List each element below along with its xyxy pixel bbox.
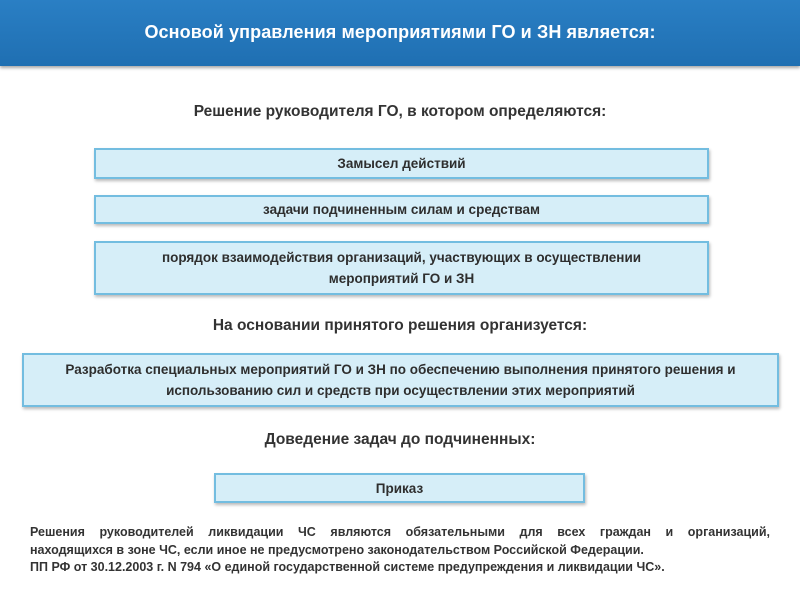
box-tasks-to-forces: задачи подчиненным силам и средствам [94, 195, 709, 224]
organize-heading: На основании принятого решения организуется: [212, 317, 588, 334]
decision-heading: Решение руководителя ГО, в котором определяются: [193, 103, 607, 120]
box-concept-of-actions: Замысел действий [94, 148, 709, 179]
box-order: Приказ [214, 473, 585, 503]
footer-line-3: ПП РФ от 30.12.2003 г. N 794 «О единой государственной системе предупреждения и ликвидации ЧС». [30, 560, 665, 574]
header-bar [0, 0, 800, 66]
footer-line-2: находящихся в зоне ЧС, если иное не предусмотрено законодательством Российской Федерации. [30, 542, 644, 557]
page-title: Основой управления мероприятиями ГО и ЗН является: [144, 22, 656, 42]
tasks-heading: Доведение задач до подчиненных: [264, 431, 536, 448]
box-special-measures: Разработка специальных мероприятий ГО и ЗН по обеспечению выполнения принятого решения и использованию сил и средств при осуществлении этих мероприятий [22, 353, 779, 407]
footer-line-1: Решения руководителей ликвидации ЧС являются обязательными для всех граждан и организаций, [30, 525, 770, 539]
footer-note [30, 524, 770, 577]
box-interaction-order: порядок взаимодействия организаций, участвующих в осуществлении мероприятий ГО и ЗН [94, 241, 709, 295]
